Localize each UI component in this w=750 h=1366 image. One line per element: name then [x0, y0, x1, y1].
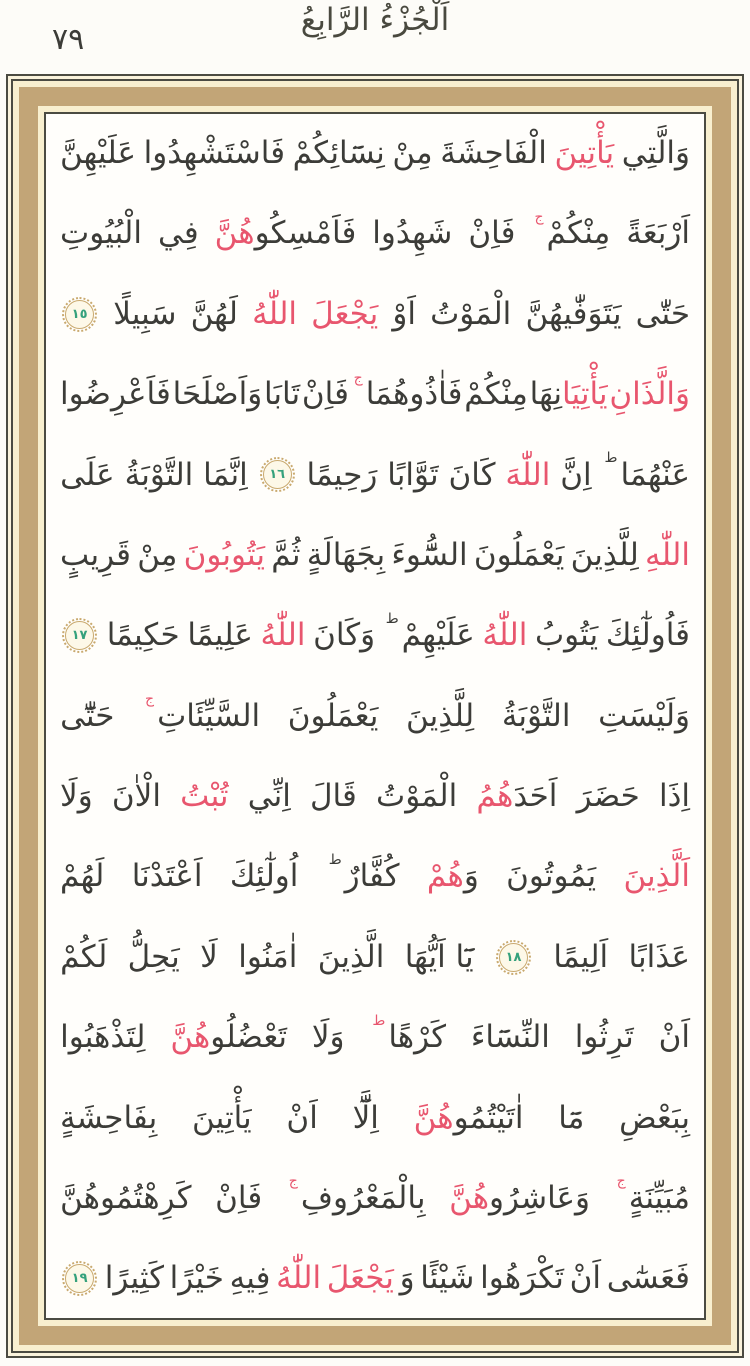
word-text: يَتُوبُ	[534, 617, 599, 654]
word-text: وَلَيْسَتِ	[598, 697, 690, 734]
word	[530, 375, 608, 414]
quran-line	[60, 610, 690, 655]
word: كَرْهًا ط	[372, 1012, 446, 1056]
word-text: سَبِيلًا	[113, 295, 177, 332]
word-text: اللّٰهَ	[505, 456, 551, 493]
word-text: فِي	[157, 215, 199, 252]
word	[405, 938, 474, 977]
word-text: بِبَعْضِ	[619, 1099, 690, 1136]
word-text: النِّسَٓاءَ	[470, 1019, 550, 1056]
word	[261, 616, 306, 655]
word	[60, 456, 115, 495]
word-text: اللّٰهُ	[276, 1260, 322, 1297]
word	[60, 375, 171, 414]
word-text: شَهِدُوا	[372, 215, 453, 252]
word	[598, 697, 690, 736]
word-text: لِلَّذِينَ	[570, 536, 639, 573]
quran-line	[60, 134, 690, 173]
verse-marker	[494, 943, 533, 972]
word	[372, 214, 452, 253]
word-text: فَاَمْسِكُو	[254, 215, 357, 252]
word-text: مِنْ	[137, 536, 178, 573]
word	[449, 456, 496, 495]
word	[137, 536, 177, 575]
word-text: مِنْكُمْ	[546, 215, 611, 252]
word: عَلَيْهِمْ ط	[385, 610, 475, 654]
word	[623, 857, 690, 896]
word-text: اللّٰهِ	[645, 536, 690, 573]
word	[132, 857, 203, 896]
word-text: اٰتَيْتُمُو	[453, 1099, 524, 1136]
word-text: يَعْمَلُونَ	[473, 536, 565, 573]
word	[406, 697, 474, 736]
word	[554, 134, 614, 173]
word	[192, 1099, 252, 1138]
word	[506, 857, 596, 896]
word	[128, 938, 180, 977]
word	[464, 375, 528, 414]
word-text: الْفَاحِشَةَ	[440, 135, 547, 171]
word	[474, 536, 565, 575]
word-text: اَلِيمًا	[553, 938, 609, 975]
juz-title: اَلْجُزْءُ الرَّابِعُ	[300, 2, 450, 38]
word	[391, 536, 467, 575]
word	[248, 777, 291, 816]
word-text: الْبُيُوتِ	[60, 215, 142, 252]
word-text: فَاِنْ	[215, 1179, 263, 1216]
word	[60, 1179, 191, 1218]
word	[645, 536, 690, 575]
word	[293, 134, 385, 173]
quran-line	[60, 851, 690, 896]
word	[449, 1179, 590, 1218]
quran-line	[60, 295, 690, 334]
word	[525, 295, 621, 334]
word-text: اَنْ	[286, 1099, 318, 1136]
word-text: الْمَوْتُ	[376, 778, 458, 814]
word-text: اَوْ	[392, 295, 416, 332]
word	[230, 857, 299, 896]
word-text: حَكِيمًا	[106, 617, 180, 654]
quran-line	[60, 449, 690, 495]
word	[392, 134, 432, 173]
word-text: التَّوْبَةُ	[124, 456, 194, 493]
word: كُفَّارٌ ط	[328, 851, 400, 895]
word	[112, 777, 161, 816]
word-text: كَثِيرًا	[104, 1260, 164, 1297]
word	[60, 938, 107, 977]
word	[60, 536, 131, 575]
word	[60, 697, 114, 736]
verse-marker-rosette-icon	[263, 460, 292, 489]
word	[313, 616, 375, 655]
word-text: كَرِهْتُمُوهُنَّ	[60, 1179, 192, 1216]
word	[480, 1259, 564, 1298]
word-text: تُبْتُ	[180, 778, 229, 814]
word-text: اللّٰهُ	[482, 617, 528, 654]
word-text: عَلِيمًا	[187, 617, 253, 654]
word-text: فَاسْتَشْهِدُوا	[143, 135, 286, 171]
word: مُبَيِّنَةٍ ج	[616, 1173, 690, 1216]
word-text: ثُمَّ	[271, 536, 301, 573]
word-text: قَالَ	[310, 778, 357, 814]
verse-marker-rosette-icon	[65, 621, 94, 650]
word	[535, 616, 598, 655]
word	[187, 616, 252, 655]
word	[60, 1099, 157, 1138]
word-text: لَكُمْ	[60, 938, 108, 975]
word	[430, 295, 511, 334]
word	[577, 777, 640, 816]
word-text: هُنَّ	[214, 215, 255, 252]
verse-number: ١٧	[71, 628, 88, 644]
ornamental-frame-inner-cream	[38, 106, 712, 1326]
word	[271, 536, 300, 575]
word-text: نِهَا	[529, 376, 563, 413]
word-text: فِيهِ	[229, 1260, 271, 1297]
word	[427, 857, 479, 896]
word-text: لِتَذْهَبُوا	[60, 1019, 146, 1056]
word	[302, 375, 349, 414]
word	[606, 616, 690, 655]
ornamental-frame-tan-band	[19, 87, 731, 1345]
word-text: يَمُوتُونَ	[506, 858, 597, 895]
word	[619, 1099, 690, 1138]
word-text: يَعْمَلُونَ	[287, 697, 379, 734]
word-text: حَتّٰى	[635, 295, 690, 332]
word-text: يَأْتِينَ	[192, 1099, 252, 1136]
word-text: هُنَّ	[413, 1099, 454, 1136]
word-text: مَٓا	[558, 1099, 585, 1136]
word-text: الْاٰنَ	[111, 778, 161, 814]
word	[312, 1018, 345, 1057]
word: السَّيِّئَاتِ ج	[145, 691, 261, 734]
word	[307, 456, 378, 495]
word-text: اِذَا	[658, 778, 690, 814]
word-text: لَهُمْ	[60, 858, 105, 895]
word-text: وَ	[399, 1260, 415, 1297]
word	[288, 697, 379, 736]
word	[558, 1099, 584, 1138]
word-text: وَكَانَ	[313, 617, 376, 654]
word-text: يَجْعَلَ	[311, 295, 379, 332]
quran-line	[60, 1012, 690, 1057]
word-text: مِنْ	[392, 135, 433, 171]
word-text: عَلَيْهِمْ	[401, 617, 475, 654]
word	[482, 616, 527, 655]
word	[173, 375, 263, 414]
word	[622, 134, 690, 173]
quran-line	[60, 1173, 690, 1218]
word	[215, 1179, 262, 1218]
word-text: فَعَسٰٓى	[606, 1260, 690, 1297]
verse-number: ١٩	[71, 1271, 88, 1287]
quran-line	[60, 1099, 690, 1138]
word-text: تَعْضُلُو	[210, 1019, 288, 1056]
word	[170, 1259, 224, 1298]
quran-line	[60, 208, 690, 253]
word-text: هُمْ	[426, 858, 464, 895]
word-text: تَابَا	[263, 376, 301, 413]
word-text: خَيْرًا	[169, 1260, 224, 1297]
word	[60, 857, 104, 896]
word-text: يَتُوبُونَ	[183, 536, 266, 573]
verse-number: ١٥	[71, 306, 88, 322]
word-text: اللّٰهُ	[260, 617, 306, 654]
word	[414, 1099, 524, 1138]
word-text: لَهُنَّ	[190, 295, 238, 332]
verse-marker	[60, 1264, 99, 1293]
word-text: وَ	[463, 858, 479, 895]
word	[113, 295, 176, 334]
word	[327, 1259, 394, 1298]
word	[570, 1259, 601, 1298]
word-text: هُمُ	[476, 778, 514, 814]
page-header	[0, 0, 750, 72]
verse-marker	[258, 460, 297, 489]
word-text: حَتّٰٓى	[60, 697, 115, 734]
word-text: يَأْتِينَ	[554, 135, 615, 171]
word	[184, 536, 265, 575]
word-text: رَحِيمًا	[306, 456, 378, 493]
ornamental-frame-mid	[11, 79, 739, 1353]
word	[476, 777, 557, 816]
word	[392, 295, 416, 334]
word	[659, 1018, 690, 1057]
verse-number: ١٦	[269, 467, 286, 483]
word	[571, 536, 639, 575]
word-text: اَحَدَ	[513, 778, 558, 814]
word-text: يَحِلُّ	[127, 938, 180, 975]
mushaf-lines	[54, 128, 696, 1304]
word-text: اَعْتَدْنَا	[131, 858, 203, 895]
word	[376, 777, 457, 816]
word-text: فَاَعْرِضُوا	[60, 376, 171, 413]
verse-marker-rosette-icon	[65, 300, 94, 329]
word	[607, 1259, 690, 1298]
word-text: مُبَيِّنَةٍ	[628, 1179, 690, 1216]
word	[553, 938, 608, 977]
word	[215, 214, 357, 253]
word	[170, 1018, 287, 1057]
word-text: وَالَّتِي	[621, 135, 690, 171]
word-text: اِنَّمَا	[203, 456, 248, 493]
word-text: الْمَوْتُ	[430, 295, 512, 332]
verse-marker-rosette-icon	[499, 943, 528, 972]
quran-line	[60, 938, 690, 977]
quran-line	[60, 777, 690, 816]
word	[264, 375, 300, 414]
word	[311, 295, 378, 334]
word	[575, 1018, 634, 1057]
word-text: يَٓا اَيُّهَا	[404, 938, 474, 975]
word-text: السُّٓوءَ	[391, 536, 468, 573]
word-text: اٰمَنُوا	[238, 938, 298, 975]
word-text: وَعَاشِرُو	[489, 1179, 591, 1216]
word-text: عَلَيْهِنَّ	[60, 135, 137, 171]
word-text: بِجَهَالَةٍ	[306, 536, 386, 573]
word-text: يَتَوَفّٰيهُنَّ	[525, 295, 622, 332]
word-text: يَجْعَلَ	[326, 1260, 394, 1297]
word	[440, 134, 547, 173]
word	[400, 1259, 415, 1298]
word-text: اِنِّي	[247, 778, 291, 814]
word-text: وَلَا	[311, 1019, 345, 1056]
word	[105, 1259, 164, 1298]
word-text: اَلَّذِينَ	[623, 858, 690, 895]
word	[60, 214, 142, 253]
word-text: فَاِنْ	[301, 376, 349, 413]
word-text: اُولٰٓئِكَ	[229, 858, 299, 895]
quran-line	[60, 691, 690, 736]
word-text: هُنَّ	[170, 1019, 211, 1056]
word-text: قَرِيبٍ	[60, 536, 131, 573]
word: فَاٰذُوهُمَا ج	[353, 369, 463, 413]
word: عَنْهُمَا ط	[604, 449, 690, 493]
word-text: وَاَصْلَحَا	[172, 376, 263, 413]
page-content-area	[44, 112, 706, 1320]
page-number: ٧٩	[52, 22, 85, 57]
word	[60, 777, 93, 816]
word-text: تَرِثُوا	[574, 1019, 634, 1056]
word-text: اِنَّ	[560, 456, 592, 493]
word	[158, 214, 199, 253]
verse-number: ١٨	[505, 949, 522, 965]
word-text: تَكْرَهُوا	[480, 1260, 564, 1297]
word-text: فَاٰذُوهُمَا	[365, 376, 463, 413]
word-text: اَنْ	[658, 1019, 690, 1056]
word	[387, 456, 438, 495]
word-text: اَرْبَعَةً	[626, 215, 690, 252]
word-text: عَنْهُمَا	[620, 456, 690, 493]
word-text: بِفَاحِشَةٍ	[60, 1099, 158, 1136]
word	[107, 616, 180, 655]
word	[60, 134, 136, 173]
word-text: وَالَّذَانِ	[609, 376, 690, 413]
word-text: مِنْكُمْ	[464, 376, 528, 413]
word-text: كَانَ	[448, 456, 496, 493]
word	[276, 1259, 321, 1298]
word-text: وَلَا	[60, 778, 93, 814]
word-text: هُنَّ	[449, 1179, 490, 1216]
word-text: كُفَّارٌ	[344, 858, 400, 895]
ornamental-frame-outer	[6, 74, 744, 1358]
verse-marker-rosette-icon	[65, 1264, 94, 1293]
word	[200, 938, 218, 977]
word-text: لَا	[200, 938, 218, 975]
word-text: الَّذِينَ	[317, 938, 385, 975]
word: مِنْكُمْ ج	[534, 208, 611, 252]
word	[471, 1018, 550, 1057]
word	[629, 938, 690, 977]
word	[307, 536, 385, 575]
quran-line	[60, 369, 690, 414]
word-text: شَيْئًا	[420, 1260, 475, 1297]
word	[502, 697, 571, 736]
word-text: التَّوْبَةُ	[501, 697, 571, 734]
word	[180, 777, 228, 816]
word	[636, 295, 690, 334]
word-text: السَّيِّئَاتِ	[157, 697, 261, 734]
word-text: اِلَّٓا	[352, 1099, 379, 1136]
word	[252, 295, 297, 334]
word-text: فَاِنْ	[468, 215, 516, 252]
word	[659, 777, 690, 816]
word-text: تَوَّابًا	[387, 456, 439, 493]
word: بِالْمَعْرُوفِ ج	[288, 1173, 426, 1216]
word-text: كَرْهًا	[388, 1019, 446, 1056]
word-text: فَاُولٰٓئِكَ	[605, 617, 690, 654]
word	[353, 1099, 379, 1138]
word	[238, 938, 297, 977]
word-text: بِالْمَعْرُوفِ	[300, 1179, 426, 1216]
word-text: اللّٰهُ	[252, 295, 298, 332]
word	[125, 456, 194, 495]
word	[560, 456, 591, 495]
word	[203, 456, 248, 495]
word-text: يَأْتِيَا	[562, 376, 608, 413]
word	[420, 1259, 474, 1298]
word-text: لِلَّذِينَ	[405, 697, 475, 734]
word	[230, 1259, 271, 1298]
word	[310, 777, 357, 816]
word	[626, 214, 690, 253]
word-text: نِسَٓائِكُمْ	[292, 135, 385, 171]
word	[609, 375, 690, 414]
verse-marker	[60, 300, 99, 329]
word-text: حَضَرَ	[576, 778, 640, 814]
word	[468, 214, 515, 253]
word	[191, 295, 238, 334]
word-text: عَذَابًا	[628, 938, 690, 975]
word-text: عَلَى	[60, 456, 115, 493]
word	[318, 938, 385, 977]
word	[505, 456, 550, 495]
quran-line	[60, 1259, 690, 1298]
word	[60, 1018, 145, 1057]
word	[286, 1099, 317, 1138]
word	[144, 134, 285, 173]
word-text: اَنْ	[569, 1260, 602, 1297]
verse-marker	[60, 621, 99, 650]
quran-line	[60, 536, 690, 575]
